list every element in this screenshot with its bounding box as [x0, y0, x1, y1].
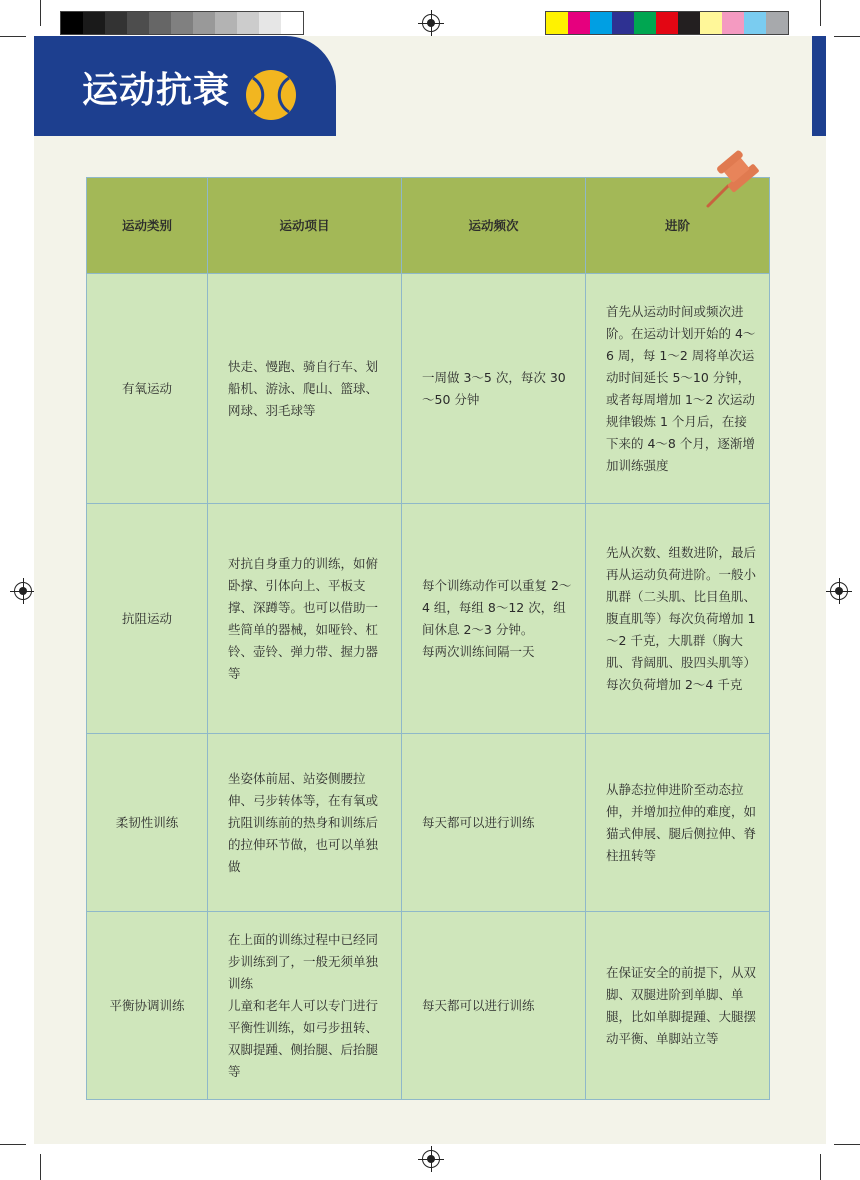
items-cell: 坐姿体前屈、站姿侧腰拉伸、弓步转体等，在有氧或抗阻训练前的热身和训练后的拉伸环节做，也可以单独做	[208, 734, 402, 912]
crop-mark	[40, 1154, 41, 1180]
registration-mark-left	[14, 582, 32, 600]
table-header-row	[87, 178, 770, 274]
progression-cell: 从静态拉伸进阶至动态拉伸，并增加拉伸的难度，如猫式伸展、腿后侧拉伸、脊柱扭转等	[586, 734, 770, 912]
tennis-ball-icon	[244, 68, 298, 122]
column-header: 运动类别	[87, 178, 208, 274]
items-cell: 快走、慢跑、骑自行车、划船机、游泳、爬山、篮球、网球、羽毛球等	[208, 274, 402, 504]
frequency-cell: 每个训练动作可以重复 2～4 组，每组 8～12 次，组间休息 2～3 分钟。 每两次训练间隔一天	[402, 504, 586, 734]
items-cell: 对抗自身重力的训练，如俯卧撑、引体向上、平板支撑、深蹲等。也可以借助一些简单的器械，如哑铃、杠铃、壶铃、弹力带、握力器等	[208, 504, 402, 734]
category-cell: 柔韧性训练	[87, 734, 208, 912]
registration-mark-top	[422, 14, 440, 32]
edge-stripe	[812, 36, 826, 136]
pushpin-icon	[702, 150, 772, 212]
exercise-table	[86, 177, 770, 1100]
table-row	[87, 734, 770, 912]
category-cell: 抗阻运动	[87, 504, 208, 734]
grayscale-calibration-bar	[60, 11, 304, 35]
frequency-cell: 一周做 3～5 次，每次 30～50 分钟	[402, 274, 586, 504]
frequency-cell: 每天都可以进行训练	[402, 734, 586, 912]
progression-cell: 在保证安全的前提下，从双脚、双腿进阶到单脚、单腿，比如单脚提踵、大腿摆动平衡、单脚站立等	[586, 912, 770, 1100]
table-row	[87, 504, 770, 734]
category-cell: 有氧运动	[87, 274, 208, 504]
column-header: 运动项目	[208, 178, 402, 274]
crop-mark	[0, 36, 26, 37]
progression-cell: 先从次数、组数进阶，最后再从运动负荷进阶。一般小肌群（二头肌、比目鱼肌、腹直肌等）每次负荷增加 1～2 千克，大肌群（胸大肌、背阔肌、股四头肌等）每次负荷增加 2～4 千克	[586, 504, 770, 734]
color-calibration-bar	[545, 11, 789, 35]
crop-mark	[834, 36, 860, 37]
items-cell: 在上面的训练过程中已经同步训练到了，一般无须单独训练 儿童和老年人可以专门进行平衡性训练，如弓步扭转、双脚提踵、侧抬腿、后抬腿等	[208, 912, 402, 1100]
registration-mark-right	[830, 582, 848, 600]
category-cell: 平衡协调训练	[87, 912, 208, 1100]
column-header: 运动频次	[402, 178, 586, 274]
frequency-cell: 每天都可以进行训练	[402, 912, 586, 1100]
crop-mark	[820, 0, 821, 26]
progression-cell: 首先从运动时间或频次进阶。在运动计划开始的 4～6 周，每 1～2 周将单次运动时间延长 5～10 分钟，或者每周增加 1～2 次运动 规律锻炼 1 个月后，在接下来的 4～8 个月，逐渐增加训练强度	[586, 274, 770, 504]
table-row	[87, 912, 770, 1100]
crop-mark	[834, 1144, 860, 1145]
page-title: 运动抗衰	[82, 70, 231, 111]
crop-mark	[820, 1154, 821, 1180]
column-header: 进阶	[586, 178, 770, 274]
table-row	[87, 274, 770, 504]
title-banner	[34, 36, 336, 136]
crop-mark	[40, 0, 41, 26]
registration-mark-bottom	[422, 1150, 440, 1168]
crop-mark	[0, 1144, 26, 1145]
